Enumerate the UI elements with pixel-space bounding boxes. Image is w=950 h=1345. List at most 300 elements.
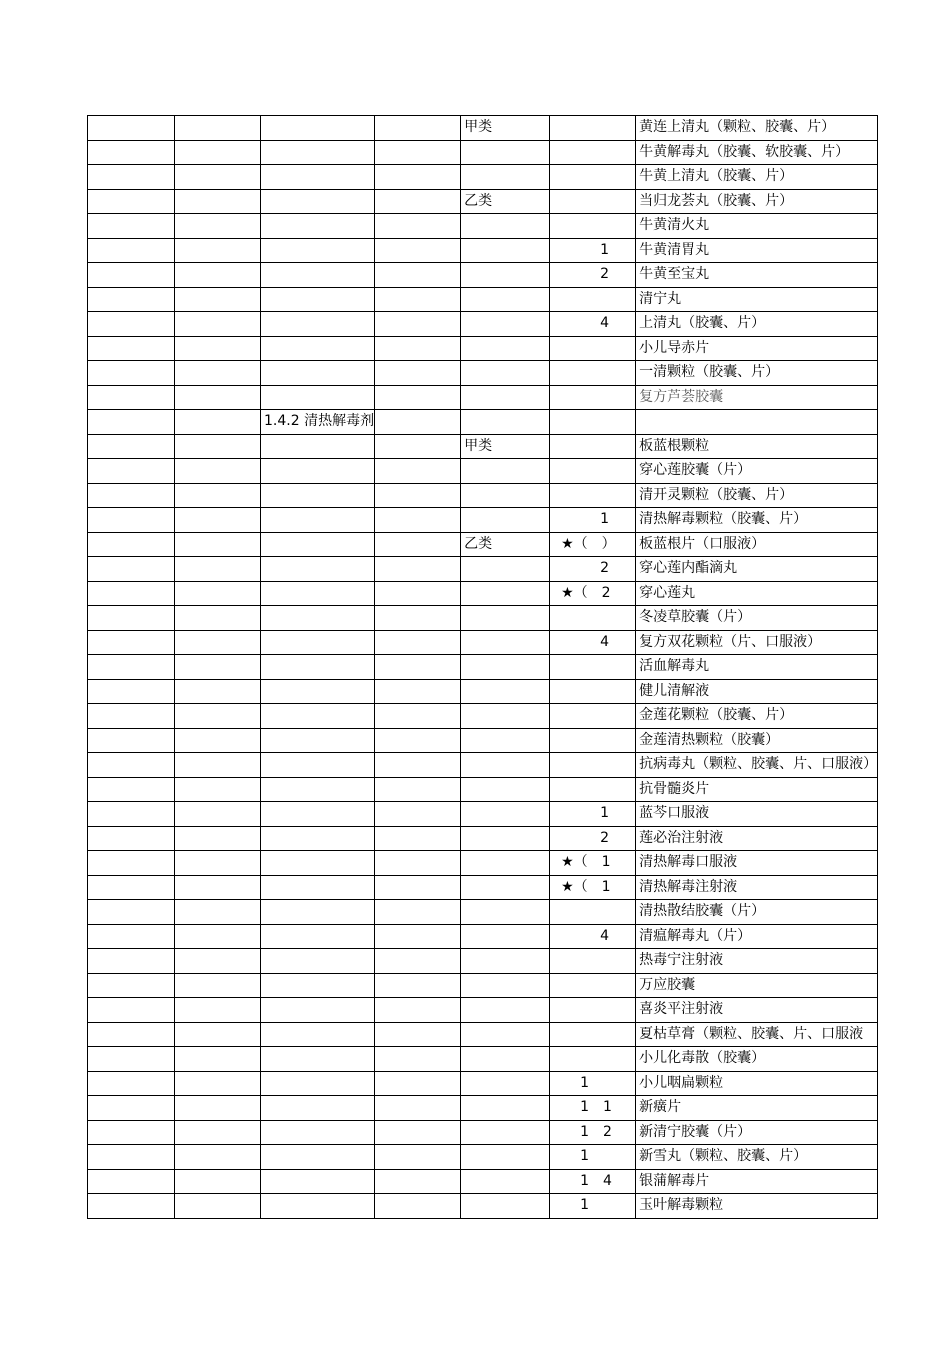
cell-blank-3: [375, 1194, 461, 1219]
category-cell: [461, 1071, 550, 1096]
cell-blank-2: [175, 1022, 261, 1047]
row-number: 1 2: [580, 1123, 612, 1140]
drug-name-cell: 小儿咽扁颗粒: [636, 1071, 878, 1096]
number-cell: [550, 753, 636, 778]
cell-blank-3: [375, 704, 461, 729]
cell-blank-2: [175, 728, 261, 753]
section-heading-cell: [261, 1169, 375, 1194]
category-cell: [461, 1169, 550, 1194]
cell-blank-2: [175, 704, 261, 729]
number-cell: [550, 1120, 636, 1145]
cell-blank-1: [88, 312, 175, 337]
cell-blank-3: [375, 361, 461, 386]
cell-blank-2: [175, 606, 261, 631]
table-row: [88, 826, 878, 851]
cell-blank-1: [88, 875, 175, 900]
drug-name-cell: 抗骨髓炎片: [636, 777, 878, 802]
table-row: [88, 1022, 878, 1047]
number-cell: [550, 1096, 636, 1121]
cell-blank-3: [375, 336, 461, 361]
category-cell: [461, 557, 550, 582]
number-cell: [550, 998, 636, 1023]
section-heading-cell: [261, 924, 375, 949]
drug-name-cell: 健儿清解液: [636, 679, 878, 704]
drug-name-cell: 小儿化毒散（胶囊）: [636, 1047, 878, 1072]
category-cell: [461, 1120, 550, 1145]
cell-blank-2: [175, 875, 261, 900]
category-cell: [461, 361, 550, 386]
table-row: [88, 630, 878, 655]
cell-blank-3: [375, 851, 461, 876]
category-cell: [461, 508, 550, 533]
row-number: 4: [600, 633, 609, 650]
cell-blank-1: [88, 998, 175, 1023]
cell-blank-1: [88, 459, 175, 484]
table-row: [88, 728, 878, 753]
section-heading-cell: [261, 851, 375, 876]
drug-name-cell: 夏枯草膏（颗粒、胶囊、片、口服液: [636, 1022, 878, 1047]
table-row: [88, 998, 878, 1023]
cell-blank-3: [375, 557, 461, 582]
table-row: [88, 777, 878, 802]
cell-blank-2: [175, 557, 261, 582]
cell-blank-3: [375, 777, 461, 802]
table-row: [88, 214, 878, 239]
cell-blank-3: [375, 1169, 461, 1194]
cell-blank-3: [375, 459, 461, 484]
table-row: [88, 483, 878, 508]
cell-blank-2: [175, 287, 261, 312]
table-row: [88, 581, 878, 606]
category-cell: [461, 777, 550, 802]
cell-blank-2: [175, 385, 261, 410]
drug-name-cell: 牛黄至宝丸: [636, 263, 878, 288]
table-row: [88, 753, 878, 778]
row-number: 1: [580, 1074, 589, 1091]
table-row: [88, 336, 878, 361]
cell-blank-2: [175, 361, 261, 386]
category-cell: [461, 704, 550, 729]
table-row: [88, 1194, 878, 1219]
cell-blank-2: [175, 140, 261, 165]
category-cell: [461, 410, 550, 435]
cell-blank-2: [175, 1145, 261, 1170]
table-row: [88, 557, 878, 582]
section-heading-cell: [261, 189, 375, 214]
cell-blank-1: [88, 1047, 175, 1072]
cell-blank-3: [375, 753, 461, 778]
cell-blank-3: [375, 1047, 461, 1072]
cell-blank-1: [88, 434, 175, 459]
number-cell: [550, 1047, 636, 1072]
cell-blank-3: [375, 1145, 461, 1170]
section-heading-cell: [261, 532, 375, 557]
category-cell: [461, 165, 550, 190]
row-number: 1: [580, 1148, 589, 1164]
drug-name-cell: 热毒宁注射液: [636, 949, 878, 974]
cell-blank-3: [375, 1120, 461, 1145]
category-cell: 乙类: [461, 189, 550, 214]
cell-blank-2: [175, 508, 261, 533]
number-cell: [550, 508, 636, 533]
cell-blank-2: [175, 630, 261, 655]
category-cell: [461, 753, 550, 778]
cell-blank-3: [375, 410, 461, 435]
table-row: [88, 802, 878, 827]
section-heading-cell: [261, 459, 375, 484]
cell-blank-1: [88, 385, 175, 410]
section-heading-cell: [261, 998, 375, 1023]
number-cell: [550, 385, 636, 410]
table-row: [88, 459, 878, 484]
cell-blank-1: [88, 802, 175, 827]
table-row: [88, 263, 878, 288]
number-cell: [550, 777, 636, 802]
row-number: 1 1: [580, 1099, 612, 1115]
number-cell: [550, 116, 636, 141]
cell-blank-1: [88, 655, 175, 680]
category-cell: [461, 140, 550, 165]
section-heading-cell: [261, 704, 375, 729]
drug-name-cell: 小儿导赤片: [636, 336, 878, 361]
section-heading-cell: [261, 165, 375, 190]
drug-name-cell: 牛黄清胃丸: [636, 238, 878, 263]
category-cell: [461, 998, 550, 1023]
number-cell: [550, 826, 636, 851]
category-cell: [461, 483, 550, 508]
cell-blank-2: [175, 1096, 261, 1121]
cell-blank-1: [88, 214, 175, 239]
number-cell: [550, 900, 636, 925]
cell-blank-1: [88, 116, 175, 141]
table-row: [88, 900, 878, 925]
drug-name-cell: 新雪丸（颗粒、胶囊、片）: [636, 1145, 878, 1170]
cell-blank-2: [175, 851, 261, 876]
category-cell: [461, 312, 550, 337]
cell-blank-1: [88, 1022, 175, 1047]
category-cell: [461, 1096, 550, 1121]
category-cell: [461, 238, 550, 263]
cell-blank-1: [88, 704, 175, 729]
section-heading-cell: 1.4.2 清热解毒剂: [261, 410, 375, 435]
number-cell: [550, 165, 636, 190]
section-heading-cell: [261, 1022, 375, 1047]
drug-name-cell: 板蓝根颗粒: [636, 434, 878, 459]
drug-name-cell: 复方芦荟胶囊: [636, 385, 878, 410]
table-row: [88, 1169, 878, 1194]
section-heading-cell: [261, 1096, 375, 1121]
section-heading-cell: [261, 777, 375, 802]
number-cell: [550, 973, 636, 998]
number-cell: [550, 361, 636, 386]
drug-name-cell: 喜炎平注射液: [636, 998, 878, 1023]
cell-blank-2: [175, 483, 261, 508]
drug-name-cell: 冬凌草胶囊（片）: [636, 606, 878, 631]
cell-blank-2: [175, 214, 261, 239]
cell-blank-3: [375, 385, 461, 410]
cell-blank-1: [88, 557, 175, 582]
cell-blank-2: [175, 679, 261, 704]
cell-blank-2: [175, 753, 261, 778]
table-row: [88, 679, 878, 704]
number-cell: [550, 140, 636, 165]
table-row: [88, 924, 878, 949]
cell-blank-2: [175, 336, 261, 361]
category-cell: [461, 385, 550, 410]
cell-blank-1: [88, 851, 175, 876]
table-row: [88, 655, 878, 680]
drug-name-cell: 一清颗粒（胶囊、片）: [636, 361, 878, 386]
drug-name-cell: 清热解毒注射液: [636, 875, 878, 900]
category-cell: [461, 875, 550, 900]
section-heading-cell: [261, 312, 375, 337]
number-cell: [550, 606, 636, 631]
section-heading-cell: [261, 116, 375, 141]
table-row: [88, 1120, 878, 1145]
cell-blank-1: [88, 753, 175, 778]
cell-blank-2: [175, 1071, 261, 1096]
row-number: ★（ ）: [561, 535, 616, 552]
row-number: ★（ 2: [561, 584, 611, 601]
drug-name-cell: 清开灵颗粒（胶囊、片）: [636, 483, 878, 508]
number-cell: [550, 214, 636, 239]
drug-name-cell: 抗病毒丸（颗粒、胶囊、片、口服液）: [636, 753, 878, 778]
cell-blank-1: [88, 165, 175, 190]
cell-blank-2: [175, 459, 261, 484]
drug-name-cell: 牛黄上清丸（胶囊、片）: [636, 165, 878, 190]
cell-blank-3: [375, 1096, 461, 1121]
section-heading-cell: [261, 385, 375, 410]
category-cell: [461, 606, 550, 631]
cell-blank-3: [375, 165, 461, 190]
cell-blank-3: [375, 973, 461, 998]
table-row: [88, 312, 878, 337]
category-cell: [461, 949, 550, 974]
table-row: [88, 508, 878, 533]
number-cell: [550, 630, 636, 655]
number-cell: [550, 1071, 636, 1096]
table-row: [88, 116, 878, 141]
table-row: [88, 361, 878, 386]
cell-blank-3: [375, 606, 461, 631]
section-heading-cell: [261, 557, 375, 582]
drug-name-cell: 清热解毒口服液: [636, 851, 878, 876]
cell-blank-2: [175, 998, 261, 1023]
row-number: 1: [600, 241, 609, 258]
cell-blank-2: [175, 777, 261, 802]
section-heading-cell: [261, 263, 375, 288]
number-cell: [550, 189, 636, 214]
table-row: [88, 238, 878, 263]
category-cell: [461, 336, 550, 361]
category-cell: [461, 851, 550, 876]
number-cell: [550, 532, 636, 557]
section-heading-cell: [261, 606, 375, 631]
cell-blank-2: [175, 116, 261, 141]
number-cell: [550, 728, 636, 753]
cell-blank-3: [375, 116, 461, 141]
drug-name-cell: 玉叶解毒颗粒: [636, 1194, 878, 1219]
cell-blank-2: [175, 263, 261, 288]
row-number: 4: [600, 315, 609, 331]
row-number: 2: [600, 829, 609, 846]
drug-name-cell: 万应胶囊: [636, 973, 878, 998]
cell-blank-1: [88, 924, 175, 949]
category-cell: [461, 802, 550, 827]
section-heading-cell: [261, 900, 375, 925]
section-heading-cell: [261, 679, 375, 704]
number-cell: [550, 336, 636, 361]
number-cell: [550, 1145, 636, 1170]
drug-name-cell: [636, 410, 878, 435]
row-number: 1: [600, 511, 609, 527]
category-cell: [461, 459, 550, 484]
number-cell: [550, 802, 636, 827]
number-cell: [550, 312, 636, 337]
section-heading-cell: [261, 336, 375, 361]
drug-name-cell: 穿心莲胶囊（片）: [636, 459, 878, 484]
cell-blank-3: [375, 679, 461, 704]
row-number: 2: [600, 266, 609, 282]
category-cell: [461, 1145, 550, 1170]
drug-name-cell: 清瘟解毒丸（片）: [636, 924, 878, 949]
drug-name-cell: 清宁丸: [636, 287, 878, 312]
number-cell: [550, 851, 636, 876]
category-cell: [461, 655, 550, 680]
cell-blank-1: [88, 287, 175, 312]
cell-blank-1: [88, 140, 175, 165]
cell-blank-2: [175, 802, 261, 827]
category-cell: [461, 728, 550, 753]
cell-blank-3: [375, 630, 461, 655]
table-row: [88, 385, 878, 410]
table-row: [88, 1145, 878, 1170]
number-cell: [550, 410, 636, 435]
table-row: [88, 851, 878, 876]
cell-blank-1: [88, 1071, 175, 1096]
row-number: 1: [600, 805, 609, 821]
cell-blank-1: [88, 826, 175, 851]
drug-name-cell: 上清丸（胶囊、片）: [636, 312, 878, 337]
number-cell: [550, 1022, 636, 1047]
drug-name-cell: 牛黄解毒丸（胶囊、软胶囊、片）: [636, 140, 878, 165]
cell-blank-3: [375, 1022, 461, 1047]
table-row: [88, 1071, 878, 1096]
number-cell: [550, 679, 636, 704]
cell-blank-1: [88, 483, 175, 508]
cell-blank-2: [175, 949, 261, 974]
cell-blank-3: [375, 140, 461, 165]
cell-blank-1: [88, 361, 175, 386]
cell-blank-1: [88, 1120, 175, 1145]
drug-name-cell: 蓝芩口服液: [636, 802, 878, 827]
cell-blank-1: [88, 1096, 175, 1121]
section-heading-cell: [261, 287, 375, 312]
cell-blank-1: [88, 581, 175, 606]
section-heading-cell: [261, 973, 375, 998]
cell-blank-3: [375, 728, 461, 753]
number-cell: [550, 238, 636, 263]
drug-name-cell: 板蓝根片（口服液）: [636, 532, 878, 557]
section-heading-cell: [261, 238, 375, 263]
category-cell: [461, 630, 550, 655]
category-cell: [461, 263, 550, 288]
table-row: [88, 532, 878, 557]
cell-blank-3: [375, 532, 461, 557]
section-heading-cell: [261, 728, 375, 753]
cell-blank-3: [375, 655, 461, 680]
cell-blank-1: [88, 410, 175, 435]
cell-blank-1: [88, 532, 175, 557]
section-heading-cell: [261, 214, 375, 239]
row-number: 4: [600, 927, 609, 944]
number-cell: [550, 655, 636, 680]
cell-blank-1: [88, 263, 175, 288]
table-row: [88, 1047, 878, 1072]
cell-blank-2: [175, 1194, 261, 1219]
category-cell: [461, 826, 550, 851]
cell-blank-3: [375, 189, 461, 214]
cell-blank-2: [175, 1047, 261, 1072]
section-heading-cell: [261, 434, 375, 459]
cell-blank-2: [175, 655, 261, 680]
cell-blank-2: [175, 410, 261, 435]
cell-blank-3: [375, 581, 461, 606]
category-cell: [461, 1194, 550, 1219]
section-heading-cell: [261, 508, 375, 533]
cell-blank-1: [88, 606, 175, 631]
table-row: [88, 140, 878, 165]
cell-blank-1: [88, 189, 175, 214]
cell-blank-2: [175, 312, 261, 337]
row-number: ★（ 1: [561, 854, 611, 870]
drug-name-cell: 穿心莲丸: [636, 581, 878, 606]
cell-blank-2: [175, 900, 261, 925]
drug-name-cell: 银蒲解毒片: [636, 1169, 878, 1194]
table-row: [88, 949, 878, 974]
category-cell: [461, 679, 550, 704]
table-row: [88, 410, 878, 435]
number-cell: [550, 924, 636, 949]
cell-blank-1: [88, 1145, 175, 1170]
cell-blank-3: [375, 998, 461, 1023]
drug-name-cell: 活血解毒丸: [636, 655, 878, 680]
cell-blank-3: [375, 263, 461, 288]
cell-blank-3: [375, 214, 461, 239]
drug-name-cell: 复方双花颗粒（片、口服液）: [636, 630, 878, 655]
drug-name-cell: 金莲花颗粒（胶囊、片）: [636, 704, 878, 729]
cell-blank-1: [88, 238, 175, 263]
table-row: [88, 287, 878, 312]
cell-blank-1: [88, 1169, 175, 1194]
drug-name-cell: 金莲清热颗粒（胶囊）: [636, 728, 878, 753]
number-cell: [550, 483, 636, 508]
row-number: 1 4: [580, 1172, 612, 1189]
cell-blank-2: [175, 826, 261, 851]
row-number: 2: [600, 560, 609, 576]
cell-blank-2: [175, 1120, 261, 1145]
category-cell: [461, 214, 550, 239]
cell-blank-1: [88, 728, 175, 753]
section-heading-cell: [261, 826, 375, 851]
number-cell: [550, 557, 636, 582]
cell-blank-1: [88, 1194, 175, 1219]
section-heading-cell: [261, 581, 375, 606]
table-body: [88, 116, 878, 1219]
category-cell: [461, 581, 550, 606]
section-heading-cell: [261, 483, 375, 508]
category-cell: [461, 973, 550, 998]
